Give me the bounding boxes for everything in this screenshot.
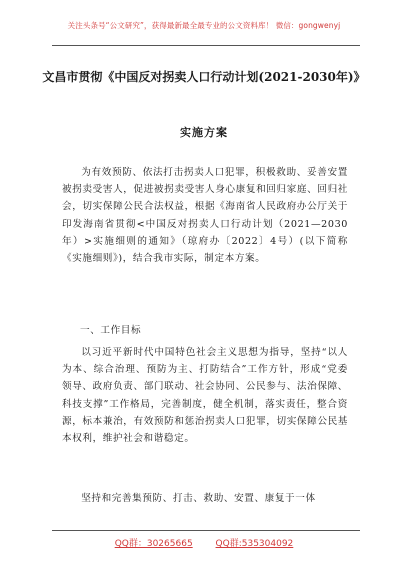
document-title: 文昌市贯彻《中国反对拐卖人口行动计划(2021-2030年)》	[42, 70, 366, 84]
paragraph-continuation: 坚持和完善集预防、打击、救助、安置、康复于一体	[81, 493, 316, 504]
document-subtitle: 实施方案	[180, 126, 228, 139]
paragraph-goals: 以习近平新时代中国特色社会主义思想为指导，坚持“以人为本、综合治理、预防为主、打防结合”工作方针，形成“党委领导、政府负责、部门联动、社会协同、公民参与、法治保障、科技支撑”工作格局，完善制度，健全机制，落实责任，整合资源，标本兼治，有效预防和惩治拐卖人口犯罪，切实保障公民基本权利，维护社会和谐稳定。	[62, 347, 348, 445]
footer-divider	[52, 530, 360, 531]
paragraph-intro: 为有效预防、依法打击拐卖人口犯罪，积极救助、妥善安置被拐卖受害人，促进被拐卖受害人身心康复和回归家庭、回归社会，切实保障公民合法权益，根据《海南省人民政府办公厅关于印发海南省贯彻<中国反对拐卖人口行动计划（2021—2030年）>实施细则的通知》（琼府办〔2022〕4号）(以下简称《实施细则》)，结合我市实际，制定本方案。	[62, 167, 348, 265]
footer-qq-group-2[interactable]: QQ群:535304092	[215, 539, 294, 549]
footer-contacts	[0, 536, 408, 549]
footer-qq-group-1[interactable]: QQ群：30265665	[114, 539, 193, 549]
header-banner[interactable]: 关注头条号“公文研究”，获得最新最全最专业的公文资料库！ 微信：gongwenyj	[67, 21, 341, 30]
header-divider	[52, 45, 360, 46]
section-heading-goals: 一、工作目标	[80, 325, 142, 336]
